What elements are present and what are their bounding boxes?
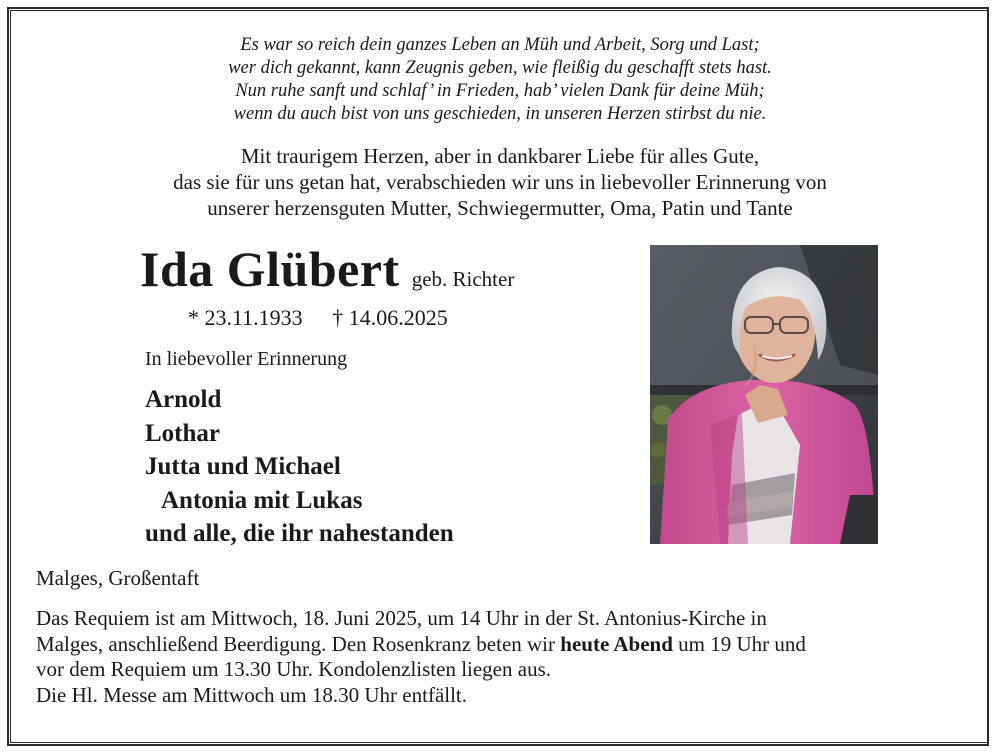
service-line: Das Requiem ist am Mittwoch, 18. Juni 2025, um 14 Uhr in der St. Antonius-Kirche in bbox=[36, 606, 767, 630]
birth-date: * 23.11.1933 bbox=[188, 305, 303, 330]
remembrance-label: In liebevoller Erinnerung bbox=[145, 348, 348, 370]
poem-line: wenn du auch bist von uns geschieden, in unseren Herzen stirbst du nie. bbox=[233, 104, 767, 124]
mourner: Lothar bbox=[145, 419, 220, 447]
mourner: und alle, die ihr nahestanden bbox=[145, 520, 454, 548]
service-details bbox=[36, 606, 806, 708]
mourner: Jutta und Michael bbox=[145, 453, 341, 481]
mourner: Arnold bbox=[145, 386, 222, 413]
service-highlight: heute Abend bbox=[560, 631, 673, 656]
poem-line: wer dich gekannt, kann Zeugnis geben, wie fleißig du geschafft stets hast. bbox=[228, 58, 772, 78]
service-line: vor dem Requiem um 13.30 Uhr. Kondolenzlisten liegen aus. bbox=[36, 657, 551, 681]
intro-text bbox=[0, 143, 1000, 221]
portrait-photo bbox=[650, 245, 878, 544]
intro-line: unserer herzensguten Mutter, Schwiegermutter, Oma, Patin und Tante bbox=[207, 196, 793, 220]
service-text: Malges, anschließend Beerdigung. Den Rosenkranz beten wir bbox=[36, 631, 556, 656]
birth-name: geb. Richter bbox=[411, 267, 515, 291]
poem-line: Es war so reich dein ganzes Leben an Müh und Arbeit, Sorg und Last; bbox=[240, 35, 760, 55]
deceased-name: Ida Glübert bbox=[140, 241, 400, 297]
mourners-list bbox=[145, 383, 454, 551]
intro-line: das sie für uns getan hat, verabschieden wir uns in liebevoller Erinnerung von bbox=[173, 170, 827, 194]
poem bbox=[0, 34, 1000, 126]
deceased-name-block bbox=[140, 240, 514, 298]
poem-line: Nun ruhe sanft und schlaf’ in Frieden, hab’ vielen Dank für deine Müh; bbox=[235, 81, 765, 101]
life-dates bbox=[188, 305, 448, 331]
intro-line: Mit traurigem Herzen, aber in dankbarer Liebe für alles Gute, bbox=[240, 144, 760, 168]
service-text: um 19 Uhr und bbox=[678, 631, 806, 656]
death-date: † 14.06.2025 bbox=[332, 305, 448, 330]
service-line bbox=[36, 632, 806, 658]
mourner: Antonia mit Lukas bbox=[161, 486, 363, 514]
service-line: Die Hl. Messe am Mittwoch um 18.30 Uhr entfällt. bbox=[36, 682, 468, 707]
portrait-illustration bbox=[650, 245, 878, 544]
place-of-residence: Malges, Großentaft bbox=[36, 566, 200, 590]
